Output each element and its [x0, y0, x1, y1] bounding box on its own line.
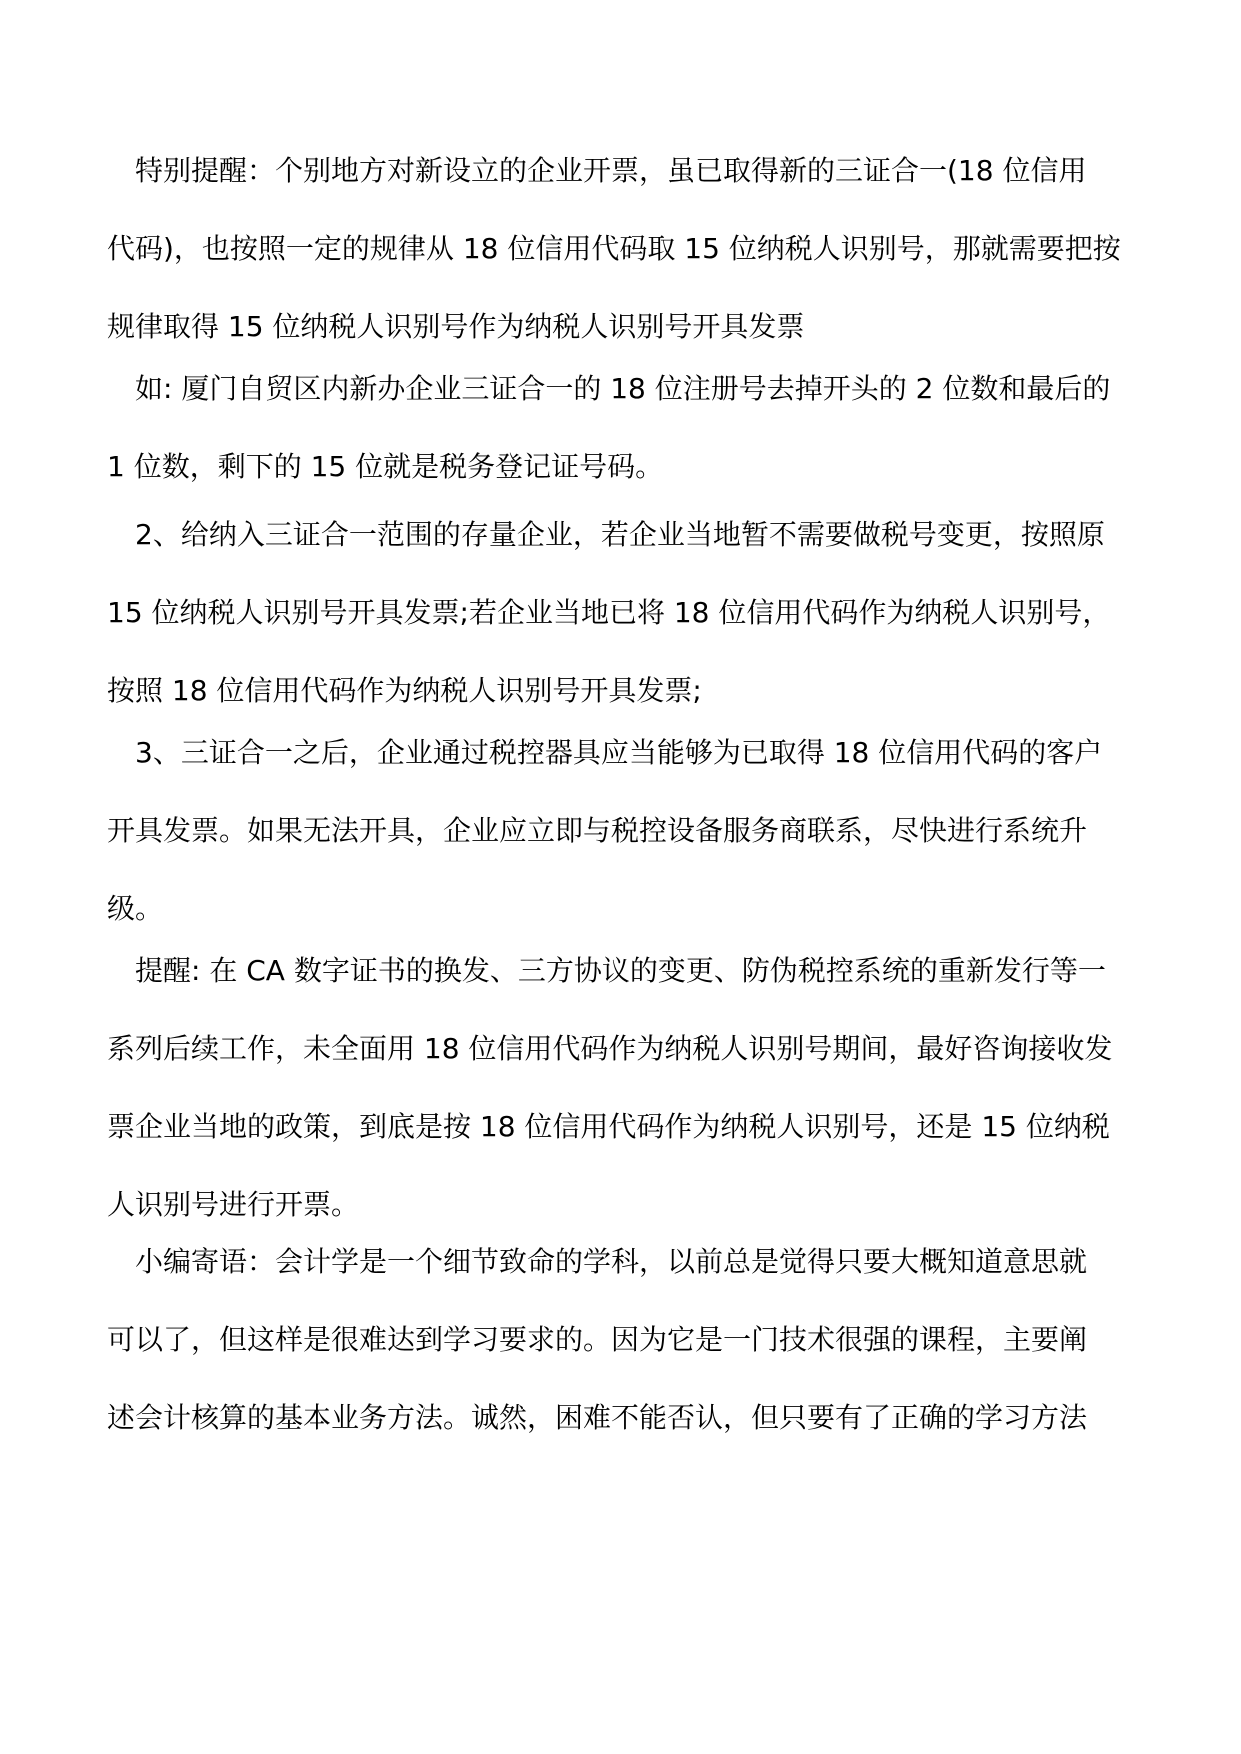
paragraph-special-reminder: [107, 152, 1137, 346]
text-line: 3、三证合一之后，企业通过税控器具应当能够为已取得 18 位信用代码的客户: [135, 736, 1103, 769]
document-page: [107, 0, 1137, 1754]
paragraph-reminder-ca: [107, 952, 1137, 1224]
text-line: 系列后续工作，未全面用 18 位信用代码作为纳税人识别号期间，最好咨询接收发: [107, 1032, 1113, 1065]
text-line: 特别提醒：个别地方对新设立的企业开票，虽已取得新的三证合一(18 位信用: [135, 154, 1087, 187]
paragraph-point-2: [107, 516, 1137, 710]
paragraph-point-3: [107, 734, 1137, 928]
text-line: 人识别号进行开票。: [107, 1188, 360, 1221]
text-line: 可以了，但这样是很难达到学习要求的。因为它是一门技术很强的课程，主要阐: [107, 1323, 1088, 1356]
text-line: 1 位数，剩下的 15 位就是税务登记证号码。: [107, 450, 664, 483]
text-line: 小编寄语：会计学是一个细节致命的学科，以前总是觉得只要大概知道意思就: [135, 1245, 1088, 1278]
text-line: 提醒: 在 CA 数字证书的换发、三方协议的变更、防伪税控系统的重新发行等一: [135, 954, 1106, 987]
text-line: 开具发票。如果无法开具，企业应立即与税控设备服务商联系，尽快进行系统升: [107, 814, 1088, 847]
text-line: 按照 18 位信用代码作为纳税人识别号开具发票;: [107, 674, 702, 707]
text-line: 规律取得 15 位纳税人识别号作为纳税人识别号开具发票: [107, 310, 805, 343]
text-line: 2、给纳入三证合一范围的存量企业，若企业当地暂不需要做税号变更，按照原: [135, 518, 1105, 551]
paragraph-editor-note: [107, 1243, 1137, 1437]
text-line: 级。: [107, 892, 164, 925]
text-line: 如: 厦门自贸区内新办企业三证合一的 18 位注册号去掉开头的 2 位数和最后的: [135, 372, 1111, 405]
paragraph-xiamen-example: [107, 370, 1137, 486]
text-line: 代码)，也按照一定的规律从 18 位信用代码取 15 位纳税人识别号，那就需要把按: [107, 232, 1121, 265]
text-line: 述会计核算的基本业务方法。诚然，困难不能否认，但只要有了正确的学习方法: [107, 1401, 1088, 1434]
text-line: 票企业当地的政策，到底是按 18 位信用代码作为纳税人识别号，还是 15 位纳税: [107, 1110, 1110, 1143]
text-line: 15 位纳税人识别号开具发票;若企业当地已将 18 位信用代码作为纳税人识别号，: [107, 596, 1111, 629]
